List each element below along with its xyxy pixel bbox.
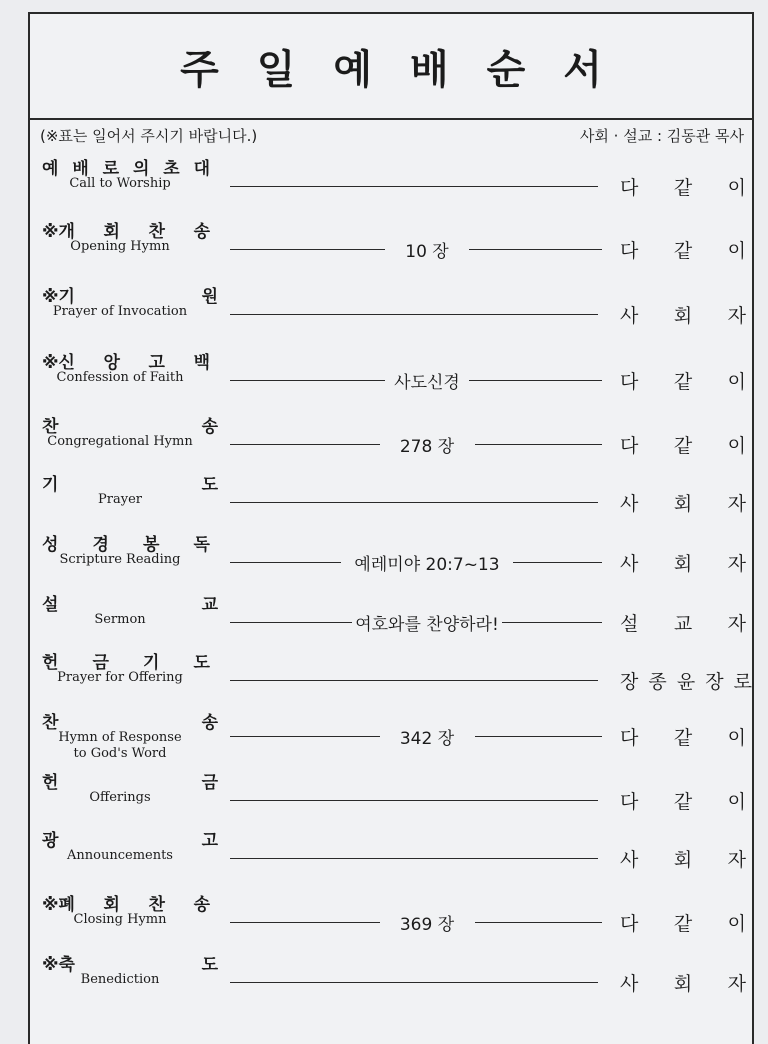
order-item	[30, 217, 752, 277]
item-english-name: Prayer	[98, 492, 142, 507]
item-korean-name: 성 경 봉 독	[42, 534, 210, 555]
item-leader: 사 회 자	[620, 848, 746, 871]
item-english-name: Offerings	[89, 790, 151, 805]
info-bar	[40, 120, 744, 150]
title-box	[30, 14, 752, 120]
item-english-name: Hymn of Response to God's Word	[58, 730, 182, 761]
order-item	[30, 530, 752, 590]
item-korean-name: ※개 회 찬 송	[42, 221, 210, 242]
item-korean-name: ※폐 회 찬 송	[42, 894, 210, 915]
order-item	[30, 768, 752, 828]
item-leader: 장 종 윤 장 로	[620, 670, 752, 693]
item-korean-name: 광 고	[42, 830, 218, 851]
order-item	[30, 154, 752, 214]
item-leader: 사 회 자	[620, 492, 746, 515]
leader-line	[230, 982, 598, 983]
item-english-name: Prayer for Offering	[57, 670, 183, 685]
item-detail: 예레미야 20:7~13	[354, 555, 500, 575]
item-english-name: Announcements	[67, 848, 173, 863]
item-korean-name: 찬 송	[42, 416, 218, 437]
leader-line	[469, 380, 602, 381]
item-english-name: Benediction	[80, 972, 160, 987]
leader-line	[230, 186, 598, 187]
standing-note: (※표는 일어서 주시기 바랍니다.)	[40, 126, 258, 145]
item-korean-name: 설 교	[42, 594, 218, 615]
page-title: 주일예배순서	[180, 46, 640, 93]
item-english-name: Prayer of Invocation	[52, 304, 188, 319]
leader-line	[230, 736, 380, 737]
leader-line	[475, 444, 603, 445]
item-leader: 다 같 이	[620, 790, 746, 813]
item-korean-name: 헌 금	[42, 772, 218, 793]
item-leader: 다 같 이	[620, 912, 746, 935]
leader-line	[475, 922, 603, 923]
leader-line	[230, 858, 598, 859]
item-leader: 다 같 이	[620, 239, 746, 262]
item-leader: 사 회 자	[620, 972, 746, 995]
item-leader: 다 같 이	[620, 176, 746, 199]
leader-line	[513, 562, 602, 563]
item-english-name: Call to Worship	[69, 176, 171, 191]
order-item	[30, 890, 752, 950]
item-korean-name: 예 배 로 의 초 대	[42, 158, 210, 179]
item-korean-name: ※축 도	[42, 954, 218, 975]
item-leader: 다 같 이	[620, 726, 746, 749]
item-leader: 설 교 자	[620, 612, 746, 635]
item-leader: 사 회 자	[620, 304, 746, 327]
item-detail: 369 장	[399, 915, 455, 935]
leader-line	[469, 249, 602, 250]
item-detail: 278 장	[399, 437, 455, 457]
item-leader: 사 회 자	[620, 552, 746, 575]
item-detail: 342 장	[399, 729, 455, 749]
leader-line	[230, 622, 352, 623]
item-leader: 다 같 이	[620, 370, 746, 393]
item-korean-name: 헌 금 기 도	[42, 652, 210, 673]
order-item	[30, 708, 752, 768]
leader-line	[230, 314, 598, 315]
item-detail: 10 장	[405, 242, 449, 262]
order-item	[30, 412, 752, 472]
item-detail: 여호와를 찬양하라!	[355, 615, 499, 635]
order-item	[30, 950, 752, 1010]
leader-line	[230, 502, 598, 503]
order-item	[30, 470, 752, 530]
leader-line	[475, 736, 603, 737]
order-item	[30, 282, 752, 342]
order-item	[30, 648, 752, 708]
item-english-name: Opening Hymn	[70, 239, 170, 254]
item-english-name: Closing Hymn	[73, 912, 167, 927]
leader-line	[502, 622, 602, 623]
item-korean-name: 기 도	[42, 474, 218, 495]
leader-line	[230, 800, 598, 801]
bulletin-sheet	[28, 12, 754, 1044]
order-item	[30, 590, 752, 650]
item-korean-name: 찬 송	[42, 712, 218, 733]
item-leader: 다 같 이	[620, 434, 746, 457]
order-item	[30, 348, 752, 408]
item-english-name: Scripture Reading	[59, 552, 181, 567]
item-detail: 사도신경	[394, 373, 460, 393]
item-korean-name: ※신 앙 고 백	[42, 352, 210, 373]
item-english-name: Sermon	[94, 612, 146, 627]
leader-line	[230, 922, 380, 923]
leader-line	[230, 562, 341, 563]
leader-line	[230, 249, 385, 250]
item-english-name: Confession of Faith	[56, 370, 184, 385]
item-english-name: Congregational Hymn	[47, 434, 193, 449]
leader-line	[230, 444, 380, 445]
order-item	[30, 826, 752, 886]
leader-line	[230, 380, 385, 381]
officiant-label: 사회 · 설교 : 김동관 목사	[579, 126, 744, 145]
item-korean-name: ※기 원	[42, 286, 218, 307]
leader-line	[230, 680, 598, 681]
